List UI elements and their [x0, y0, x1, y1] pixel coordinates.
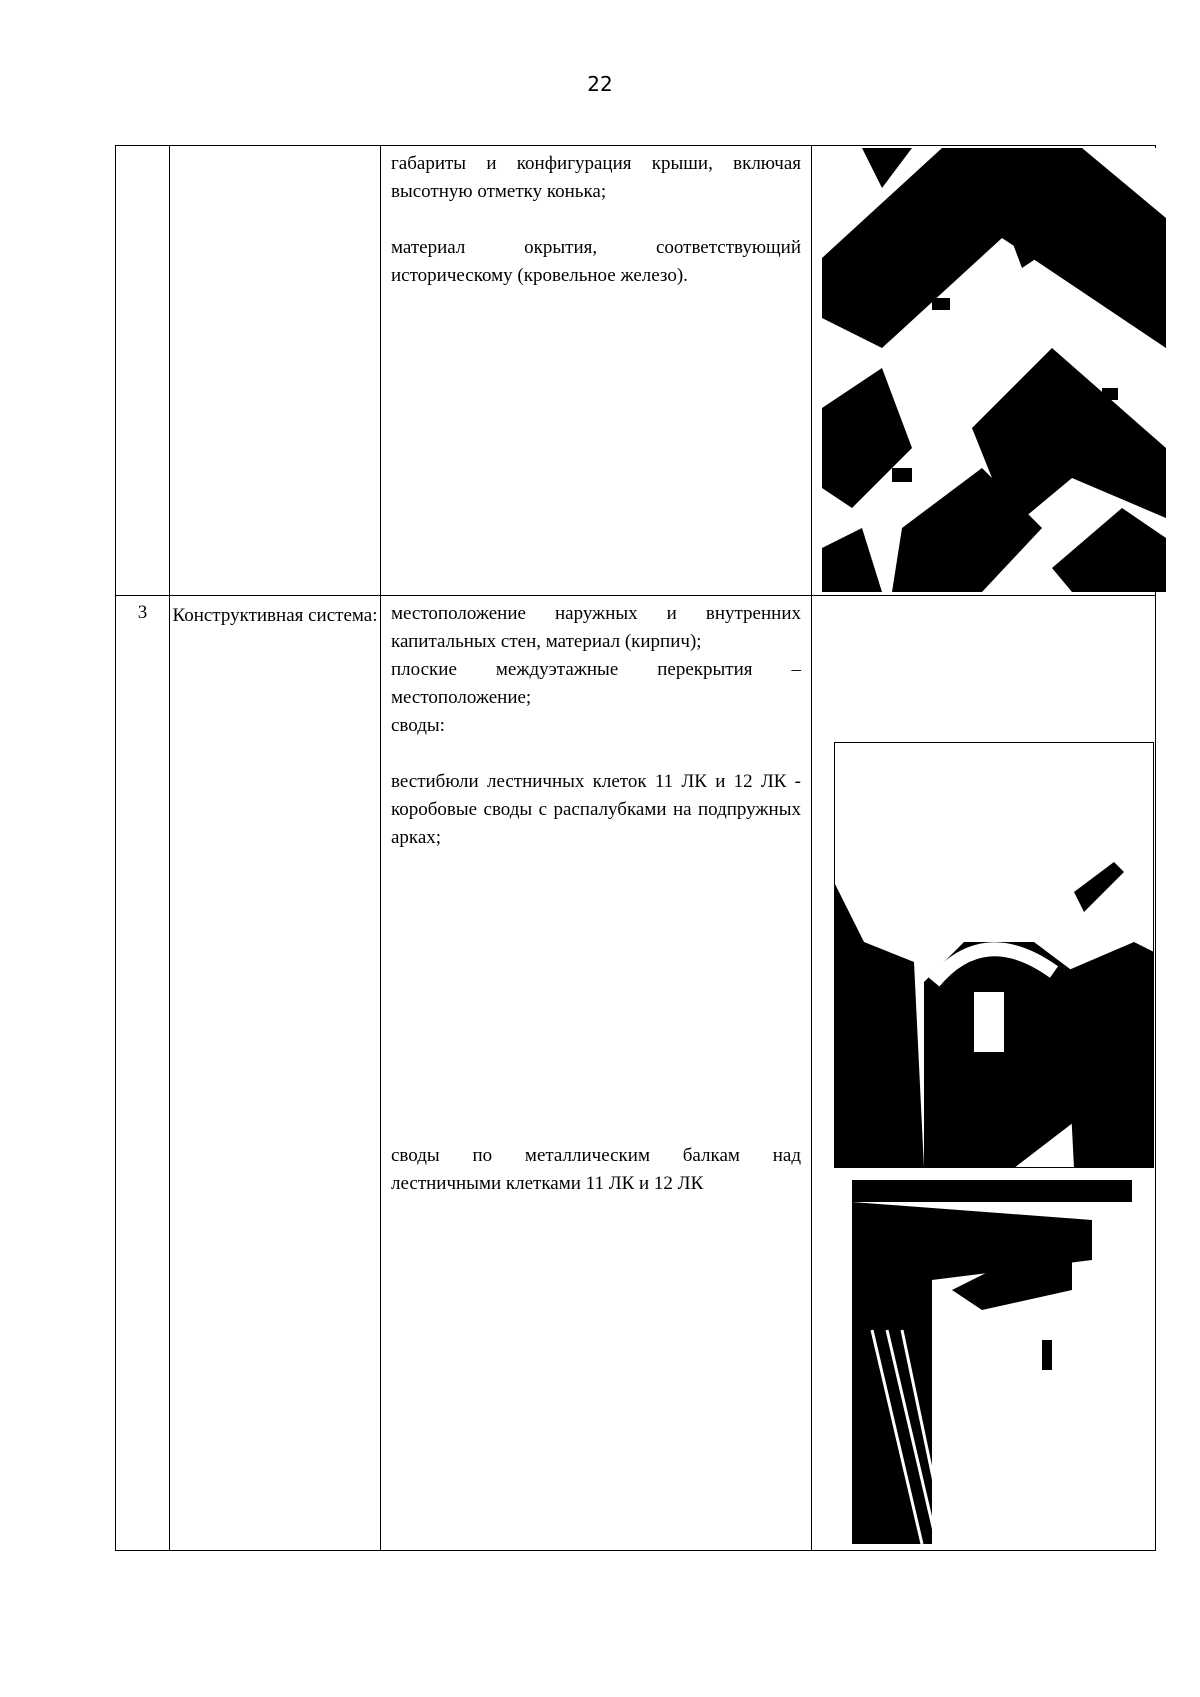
description-paragraph: местоположение наружных и внутренних капитальных стен, материал (кирпич);: [391, 603, 801, 652]
row-description-cell: [381, 146, 812, 596]
staircase-vault-photo: [852, 1170, 1132, 1544]
description-paragraph: материал окрытия, соответствующий историческому (кровельное железо).: [391, 237, 801, 286]
protection-subjects-table: [115, 145, 1156, 1551]
description-paragraph: габариты и конфигурация крыши, включая высотную отметку конька;: [391, 153, 801, 202]
row-number-cell: 3: [116, 596, 170, 1551]
vestibule-vault-photo: [834, 742, 1154, 1168]
row-name-cell: [170, 146, 381, 596]
row-image-cell: [812, 596, 1156, 1551]
table-row: [116, 596, 1156, 1551]
page-number: 22: [587, 72, 613, 96]
description-paragraph: своды:: [391, 715, 445, 736]
row-image-cell: [812, 146, 1156, 596]
description-paragraph: плоские междуэтажные перекрытия – местоположение;: [391, 659, 801, 708]
aerial-roof-photo: [822, 148, 1166, 592]
table-row: [116, 146, 1156, 596]
description-paragraph: вестибюли лестничных клеток 11 ЛК и 12 ЛК - коробовые своды с распалубками на подпружных арках;: [391, 771, 801, 848]
row-name-cell: Конструктивная система:: [170, 596, 381, 1551]
row-number-cell: [116, 146, 170, 596]
description-paragraph: своды по металлическим балкам над лестничными клетками 11 ЛК и 12 ЛК: [391, 1145, 801, 1194]
row-description-cell: [381, 596, 812, 1551]
